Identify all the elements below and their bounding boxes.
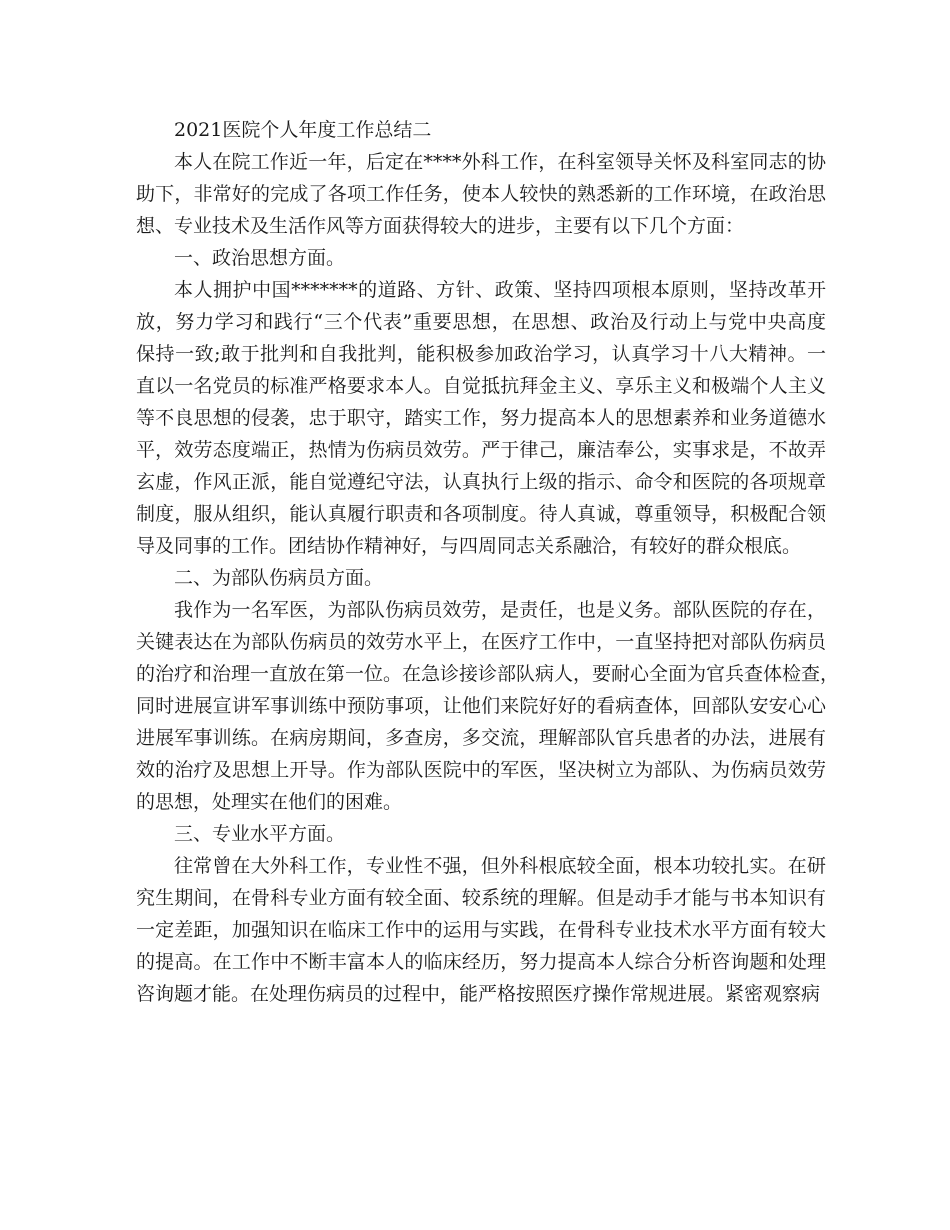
paragraph-politics-line: 本人拥护中国*******的道路、方针、政策、坚持四项根本原则，坚持改革开: [174, 279, 826, 301]
paragraph-politics-line: 保持一致;敢于批判和自我批判，能积极参加政治学习，认真学习十八大精神。一: [136, 343, 826, 365]
paragraph-troops-line: 我作为一名军医，为部队伤病员效劳，是责任，也是义务。部队医院的存在，: [174, 599, 826, 621]
paragraph-intro-line: 想、专业技术及生活作风等方面获得较大的进步，主要有以下几个方面：: [136, 215, 745, 237]
paragraph-troops-line: 的治疗和治理一直放在第一位。在急诊接诊部队病人，要耐心全面为官兵查体检查，: [136, 663, 840, 685]
paragraph-politics-line: 导及同事的工作。团结协作精神好，与四周同志关系融洽，有较好的群众根底。: [136, 535, 802, 557]
paragraph-politics-line: 直以一名党员的标准严格要求本人。自觉抵抗拜金主义、享乐主义和极端个人主义: [136, 375, 826, 397]
document-body: [136, 114, 840, 1010]
paragraph-professional-line: 咨询题才能。在处理伤病员的过程中，能严格按照医疗操作常规进展。紧密观察病: [136, 983, 821, 1005]
paragraph-troops-line: 效的治疗及思想上开导。作为部队医院中的军医，坚决树立为部队、为伤病员效劳: [136, 759, 826, 781]
heading-professional-line: 三、专业水平方面。: [174, 823, 346, 845]
paragraph-troops-line: 进展军事训练。在病房期间，多查房，多交流，理解部队官兵患者的办法，进展有: [136, 727, 826, 749]
paragraph-intro-line: 本人在院工作近一年，后定在****外科工作，在科室领导关怀及科室同志的协: [174, 151, 826, 173]
paragraph-politics-line: 制度，服从组织，能认真履行职责和各项制度。待人真诚，尊重领导，积极配合领: [136, 503, 826, 525]
paragraph-intro-line: 助下，非常好的完成了各项工作任务，使本人较快的熟悉新的工作环境，在政治思: [136, 183, 826, 205]
paragraph-troops-line: 的思想，处理实在他们的困难。: [136, 791, 403, 813]
paragraph-politics-line: 玄虚，作风正派，能自觉遵纪守法，认真执行上级的指示、命令和医院的各项规章: [136, 471, 826, 493]
document-title: 2021医院个人年度工作总结二: [174, 119, 432, 141]
paragraph-troops-line: 同时进展宣讲军事训练中预防事项，让他们来院好好的看病查体，回部队安安心心: [136, 695, 826, 717]
paragraph-troops-line: 关键表达在为部队伤病员的效劳水平上，在医疗工作中，一直坚持把对部队伤病员: [136, 631, 826, 653]
paragraph-professional-line: 究生期间，在骨科专业方面有较全面、较系统的理解。但是动手才能与书本知识有: [136, 887, 826, 909]
paragraph-professional-line: 往常曾在大外科工作，专业性不强，但外科根底较全面，根本功较扎实。在研: [174, 855, 826, 877]
paragraph-politics-line: 等不良思想的侵袭，忠于职守，踏实工作，努力提高本人的思想素养和业务道德水: [136, 407, 826, 429]
heading-politics-line: 一、政治思想方面。: [174, 247, 346, 269]
paragraph-professional-line: 的提高。在工作中不断丰富本人的临床经历，努力提高本人综合分析咨询题和处理: [136, 951, 826, 973]
heading-troops-line: 二、为部队伤病员方面。: [174, 567, 384, 589]
paragraph-politics-line: 放，努力学习和践行“三个代表”重要思想，在思想、政治及行动上与党中央高度: [136, 311, 826, 333]
paragraph-professional-line: 一定差距，加强知识在临床工作中的运用与实践，在骨科专业技术水平方面有较大: [136, 919, 826, 941]
paragraph-politics-line: 平，效劳态度端正，热情为伤病员效劳。严于律己，廉洁奉公，实事求是，不故弄: [136, 439, 826, 461]
